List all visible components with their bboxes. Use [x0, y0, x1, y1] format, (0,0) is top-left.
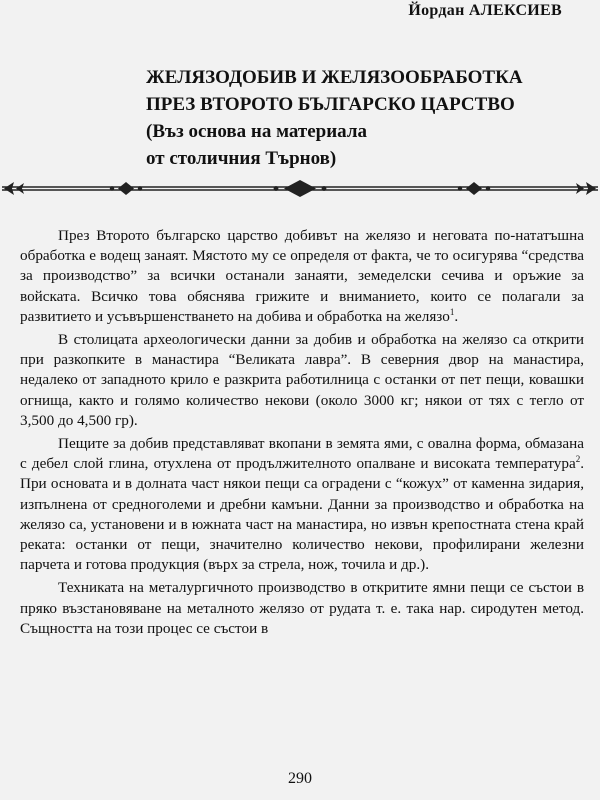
article-title	[146, 64, 586, 172]
paragraph-2: В столицата археологически данни за добив и обработка на желязо са открити при разкопките в манастира “Великата лавра”. В северния двор на манастира, недалеко от западното крило е разкрита работилница с останки от пет пещи, ковашки огнища, както и голямо количество некови (около 3000 кг; някои от тях с тегло от 3,500 до 4,500 гр).	[20, 331, 584, 429]
article-body	[20, 226, 584, 642]
page-number: 290	[288, 770, 312, 787]
footnote-ref-1: 1	[449, 306, 455, 317]
title-line-1: ЖЕЛЯЗОДОБИВ И ЖЕЛЯЗООБРАБОТКА	[146, 67, 523, 88]
author-name: Йордан АЛЕКСИЕВ	[408, 2, 562, 19]
paragraph-1: През Второто българско царство добивът на желязо и неговата по-нататъшна обработка е водещ занаят. Мястото му се определя от факта, че то осигурява “средства за производство” за всички останали занаяти, земеделски сечива и оръжие за войската. Всичко това обяснява грижите и вниманието, които се полагали за развитието и усъвършенстването на добива и обработка на желязо$^1$.	[20, 227, 584, 325]
ornamental-divider	[0, 178, 600, 198]
paragraph-4: Техниката на металургичното производство в откритите ямни пещи се състои в пряко възстановяване на металното желязо от рудата т. е. така нар. сиродутен метод. Същността на този процес се състои в	[20, 579, 584, 637]
footnote-ref-2: 2	[575, 454, 581, 465]
title-line-2: ПРЕЗ ВТОРОТО БЪЛГАРСКО ЦАРСТВО	[146, 94, 515, 115]
subtitle-line-2: от столичния Търнов)	[146, 148, 337, 169]
subtitle-line-1: (Въз основа на материала	[146, 121, 368, 142]
paragraph-3: Пещите за добив представляват вкопани в земята ями, с овална форма, обмазана с дебел слой глина, отухлена от продължителното опалване и високата температура$^2$. При основата и в долната част някои пещи са оградени с “кожух” от каменна зидария, изпълнена от средноголеми и дребни камъни. Данни за производство и обработка на желязо са, установени и в южната част на манастира, но извън крепостната стена край реката: останки от пещи, значително количество некови, профилирани железни парчета и готова продукция (върх за стрела, нож, точила и др.).	[20, 435, 584, 574]
